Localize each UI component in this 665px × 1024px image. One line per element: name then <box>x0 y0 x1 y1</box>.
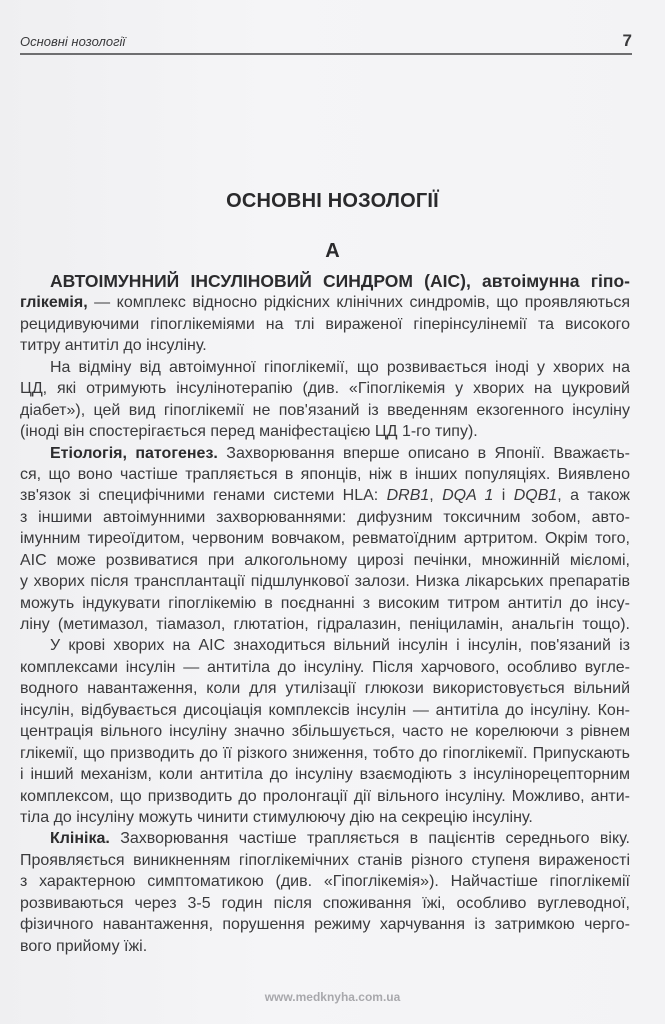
text-line: інсулін, відбувається дисоціація комплексів інсулін — антитіла до інсуліну. Кон- <box>20 701 630 719</box>
section-title: ОСНОВНІ НОЗОЛОГІЇ <box>226 190 439 212</box>
text-line: АІС може розвиватися при алкогольному цирозі печінки, множинній мієломі, <box>20 551 630 569</box>
footer-website: www.medknyha.com.ua <box>264 990 401 1004</box>
article-term: АВТОІМУННИЙ ІНСУЛІНОВИЙ СИНДРОМ (АІС), автоімунна гіпо- <box>50 271 630 291</box>
article-term-continued: глікемія, <box>20 294 88 312</box>
gene-name: DQA 1 <box>442 487 494 505</box>
text-line: тіла до інсуліну можуть чинити стимулюючу дію на секрецію інсуліну. <box>20 808 533 826</box>
text-line: розвиваються через 3-5 годин після споживання їжі, особливо вуглеводної, <box>20 894 630 912</box>
text-line: У крові хворих на АІС знаходиться вільний інсулін і інсулін, пов'язаний із <box>50 637 630 655</box>
text-line: Проявляється виникненням гіпоглікемічних станів різного ступеня вираженості <box>20 851 630 869</box>
etiology-heading: Етіологія, патогенез. <box>50 444 218 462</box>
text-line: діабет»), цей вид гіпоглікемії не пов'язаний із введенням екзогенного інсуліну <box>20 401 630 419</box>
text-line: (іноді він спостерігається перед маніфестацією ЦД 1-го типу). <box>20 423 478 441</box>
gene-name: DRB1 <box>386 487 430 505</box>
text-line: На відміну від автоімунної гіпоглікемії, що розвивається іноді у хворих на <box>50 358 630 376</box>
text-line: рецидивуючими гіпоглікеміями на тлі вираженої гіперінсулінемії та високого <box>20 315 630 333</box>
text-line: комплексами інсулін — антитіла до інсуліну. Після харчового, особливо вугле- <box>20 658 630 676</box>
text-line: зв'язок зі специфічними генами системи HLA: DRB1, DQA 1 і DQB1, а також <box>20 487 630 505</box>
text-line: титру антитіл до інсуліну. <box>20 337 207 355</box>
text-line: ліну (метимазол, тіамазол, глютатіон, гідралазин, пеніциламін, анальгін тощо). <box>20 616 630 633</box>
clinic-heading: Клініка. <box>50 830 110 848</box>
text-line: і інший механізм, коли антитіла до інсуліну взаємодіють з інсулінорецепторним <box>20 766 630 784</box>
text-line: вого прийому їжі. <box>20 937 148 955</box>
text-line: фізичного навантаження, порушення режиму харчування із затримкою черго- <box>20 916 630 934</box>
text-line: глікемія, — комплекс відносно рідкісних клінічних синдромів, що проявляються <box>20 294 630 312</box>
text-line: можуть індукувати гіпоглікемію в поєднанні з високим титром антитіл до інсу- <box>20 594 630 612</box>
text-line: з іншими автоімунними захворюваннями: дифузним токсичним зобом, авто- <box>20 508 630 526</box>
text-line: з характерною симптоматикою (див. «Гіпоглікемія»). Найчастіше гіпоглікемії <box>20 873 630 891</box>
text-line: Клініка. Захворювання частіше трапляється в пацієнтів середнього віку. <box>50 830 630 848</box>
gene-name: DQB1 <box>513 487 558 505</box>
text-line: комплексом, що призводить до пролонгації дії вільного інсуліну. Можливо, анти- <box>20 787 630 805</box>
text-line: імунним тиреоїдитом, червоним вовчаком, ревматоїдним артритом. Окрім того, <box>20 530 630 548</box>
running-header <box>20 33 632 55</box>
article-body <box>20 271 630 957</box>
text-line: ЦД, які отримують інсулінотерапію (див. «Гіпоглікемія у хворих на цукровий <box>20 380 630 398</box>
text-line: глікемії, що призводить до її різкого зниження, тобто до гіпоглікемії. Припускають <box>20 744 630 762</box>
page-number: 7 <box>622 31 632 50</box>
text-line: водного навантаження, коли для утилізації глюкози використовується вільний <box>20 680 630 698</box>
text-line: Етіологія, патогенез. Захворювання вперше описано в Японії. Вважаєть- <box>50 444 630 462</box>
text-line: у хворих після трансплантації підшлункової залози. Низка лікарських препаратів <box>20 573 630 591</box>
text-line: ся, що воно частіше трапляється в японців, ніж в інших популяціях. Виявлено <box>20 465 630 483</box>
alphabet-letter-heading: А <box>325 240 340 262</box>
running-title: Основні нозології <box>20 34 126 49</box>
text-line: центрація вільного інсуліну значно збільшується, часто не корелюючи з рівнем <box>20 723 630 741</box>
